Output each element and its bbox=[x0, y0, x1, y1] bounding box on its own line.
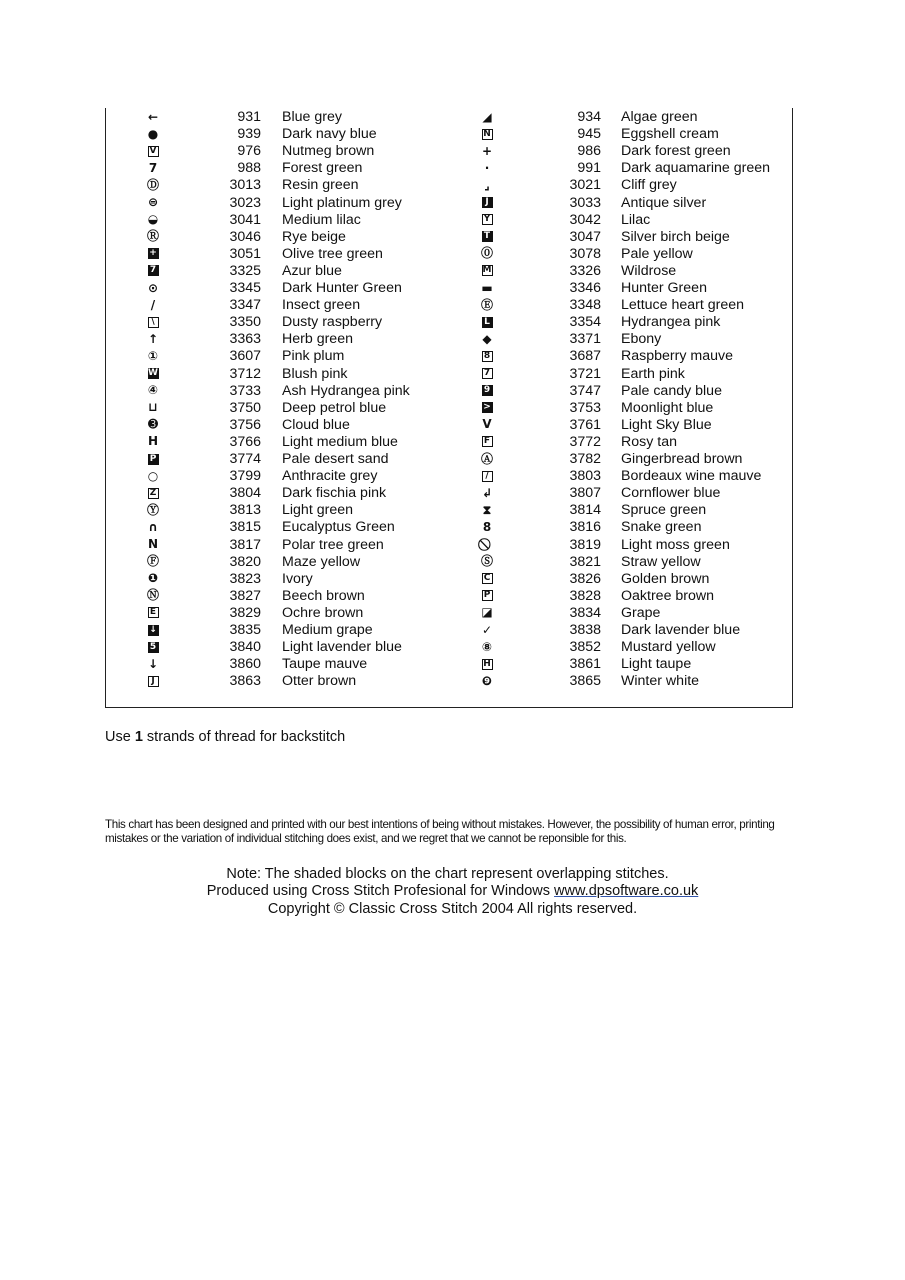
stitch-symbol-icon bbox=[144, 177, 162, 193]
stitch-symbol-glyph: 7 bbox=[148, 265, 159, 276]
thread-number: 3347 bbox=[229, 297, 261, 314]
stitch-symbol-glyph: ➌ bbox=[147, 417, 159, 432]
stitch-symbol-glyph: ⑧ bbox=[481, 639, 493, 654]
stitch-symbol-glyph: L bbox=[482, 317, 493, 328]
thread-color-name: Dark Hunter Green bbox=[282, 280, 402, 296]
backstitch-note bbox=[105, 729, 345, 745]
thread-color-name: Cornflower blue bbox=[621, 485, 721, 502]
stitch-symbol-icon bbox=[478, 622, 496, 638]
stitch-symbol-icon bbox=[144, 554, 162, 570]
shaded-blocks-note: Note: The shaded blocks on the chart represent overlapping stitches. bbox=[226, 866, 669, 882]
stitch-symbol-icon bbox=[144, 383, 162, 399]
thread-color-name: Nutmeg brown bbox=[282, 143, 375, 160]
thread-number: 3820 bbox=[229, 553, 261, 570]
stitch-symbol-glyph: ↓ bbox=[147, 656, 159, 671]
thread-color-name: Straw yellow bbox=[621, 553, 701, 570]
thread-color-name: Dark navy blue bbox=[282, 126, 377, 143]
stitch-symbol-icon bbox=[478, 297, 496, 313]
thread-color-name: Eucalyptus Green bbox=[282, 519, 395, 536]
stitch-symbol-icon bbox=[144, 537, 162, 553]
thread-number: 3840 bbox=[229, 639, 261, 656]
thread-color-name: Polar tree green bbox=[282, 536, 384, 553]
thread-color-name: Silver birch beige bbox=[621, 228, 730, 245]
stitch-symbol-icon bbox=[478, 109, 496, 125]
stitch-symbol-glyph: Ⓐ bbox=[480, 451, 493, 466]
stitch-symbol-icon bbox=[478, 195, 496, 211]
thread-color-name: Raspberry mauve bbox=[621, 348, 733, 365]
stitch-symbol-icon bbox=[478, 656, 496, 672]
thread-color-name: Pale yellow bbox=[621, 245, 693, 262]
thread-color-name: Dark aquamarine green bbox=[621, 160, 771, 177]
stitch-symbol-glyph: Ⓨ bbox=[146, 502, 159, 517]
stitch-symbol-glyph: N bbox=[147, 537, 159, 551]
thread-color-name: Pale candy blue bbox=[621, 382, 722, 399]
thread-number: 3852 bbox=[569, 639, 601, 656]
stitch-symbol-icon bbox=[478, 212, 496, 228]
stitch-symbol-glyph: P bbox=[148, 454, 159, 465]
stitch-symbol-icon bbox=[478, 639, 496, 655]
backstitch-suffix: strands of thread for backstitch bbox=[142, 729, 346, 745]
stitch-symbol-glyph: ⊜ bbox=[147, 195, 159, 209]
stitch-symbol-glyph: 7 bbox=[148, 160, 158, 175]
stitch-symbol-icon bbox=[144, 485, 162, 501]
stitch-symbol-icon bbox=[478, 263, 496, 279]
stitch-symbol-icon bbox=[144, 348, 162, 364]
thread-number: 931 bbox=[237, 109, 261, 125]
stitch-symbol-icon bbox=[144, 571, 162, 587]
stitch-symbol-glyph: 8 bbox=[482, 519, 492, 534]
stitch-symbol-glyph: Y bbox=[482, 214, 493, 225]
stitch-symbol-glyph: Z bbox=[148, 488, 159, 499]
stitch-symbol-icon bbox=[144, 656, 162, 672]
stitch-symbol-glyph: ▬ bbox=[481, 280, 493, 295]
thread-color-name: Rye beige bbox=[282, 228, 346, 245]
thread-color-name: Spruce green bbox=[621, 502, 707, 519]
stitch-symbol-icon bbox=[144, 126, 162, 142]
thread-color-name: Oaktree brown bbox=[621, 587, 715, 604]
stitch-symbol-icon bbox=[478, 673, 496, 689]
thread-color-name: Light lavender blue bbox=[282, 639, 402, 656]
stitch-symbol-icon bbox=[478, 519, 496, 535]
stitch-symbol-glyph: H bbox=[147, 434, 159, 449]
thread-color-name: Dark lavender blue bbox=[621, 622, 741, 638]
stitch-symbol-icon bbox=[478, 554, 496, 570]
thread-number: 3838 bbox=[569, 622, 601, 638]
thread-number: 3774 bbox=[229, 451, 261, 467]
thread-color-name: Antique silver bbox=[621, 194, 707, 211]
stitch-symbol-glyph: M bbox=[482, 265, 492, 276]
stitch-symbol-icon bbox=[478, 537, 496, 553]
thread-number: 3782 bbox=[569, 451, 601, 467]
stitch-symbol-glyph: V bbox=[482, 417, 492, 432]
stitch-symbol-glyph: N bbox=[483, 128, 491, 139]
thread-color-name: Moonlight blue bbox=[621, 399, 714, 416]
thread-color-name: Ash Hydrangea pink bbox=[282, 382, 410, 399]
stitch-symbol-icon bbox=[478, 177, 496, 193]
stitch-symbol-glyph: ◢ bbox=[482, 109, 492, 124]
thread-color-name: Algae green bbox=[621, 109, 698, 125]
stitch-symbol-icon bbox=[478, 280, 496, 296]
stitch-symbol-icon bbox=[478, 314, 496, 330]
thread-number: 3325 bbox=[229, 262, 261, 279]
stitch-symbol-glyph: ❾ bbox=[481, 673, 493, 688]
thread-number: 3371 bbox=[569, 331, 601, 348]
thread-number: 3747 bbox=[569, 382, 601, 399]
thread-number: 3756 bbox=[229, 416, 261, 433]
stitch-symbol-glyph: ◒ bbox=[147, 212, 159, 227]
stitch-symbol-icon bbox=[144, 314, 162, 330]
thread-number: 986 bbox=[577, 143, 601, 160]
thread-number: 3828 bbox=[569, 587, 601, 604]
stitch-symbol-icon bbox=[144, 622, 162, 638]
copyright-line: Copyright © Classic Cross Stitch 2004 All rights reserved. bbox=[267, 901, 638, 917]
stitch-symbol-icon bbox=[144, 143, 162, 159]
thread-number: 3863 bbox=[229, 673, 261, 690]
thread-color-name: Lettuce heart green bbox=[621, 297, 745, 314]
thread-color-name: Olive tree green bbox=[282, 245, 383, 262]
stitch-symbol-icon bbox=[144, 160, 162, 176]
stitch-symbol-glyph: ❶ bbox=[147, 571, 159, 586]
thread-color-name: Resin green bbox=[282, 177, 359, 194]
thread-number: 3687 bbox=[569, 348, 601, 365]
stitch-symbol-icon bbox=[144, 400, 162, 416]
thread-number: 3860 bbox=[229, 656, 261, 673]
produced-using-text: Produced using Cross Stitch Profesional for Windows bbox=[206, 883, 555, 899]
stitch-symbol-glyph: ⧗ bbox=[482, 502, 492, 517]
thread-number: 3023 bbox=[229, 194, 261, 211]
thread-number: 3013 bbox=[229, 177, 261, 194]
thread-number: 3051 bbox=[229, 245, 261, 262]
stitch-symbol-glyph: 5 bbox=[148, 642, 159, 653]
stitch-symbol-icon bbox=[478, 143, 496, 159]
stitch-symbol-glyph: C bbox=[482, 573, 493, 584]
stitch-symbol-glyph: ← bbox=[147, 109, 159, 124]
stitch-symbol-glyph: ✓ bbox=[481, 622, 493, 637]
stitch-symbol-glyph: 8 bbox=[482, 351, 493, 362]
stitch-symbol-icon bbox=[478, 468, 496, 484]
thread-number: 3815 bbox=[229, 519, 261, 536]
thread-color-name: Pink plum bbox=[282, 348, 345, 365]
thread-color-name: Dark fischia pink bbox=[282, 485, 387, 502]
thread-color-name: Mustard yellow bbox=[621, 639, 716, 656]
stitch-symbol-glyph: T bbox=[482, 231, 493, 242]
thread-number: 3823 bbox=[229, 570, 261, 587]
thread-number: 3326 bbox=[569, 262, 601, 279]
stitch-symbol-glyph: / bbox=[482, 471, 493, 482]
stitch-symbol-icon bbox=[144, 502, 162, 518]
thread-number: 3817 bbox=[229, 536, 261, 553]
stitch-symbol-glyph: ↑ bbox=[147, 331, 159, 346]
stitch-symbol-glyph: J bbox=[482, 197, 493, 208]
stitch-symbol-icon bbox=[144, 263, 162, 279]
thread-number: 3813 bbox=[229, 502, 261, 519]
thread-number: 3766 bbox=[229, 433, 261, 450]
stitch-symbol-glyph: ① bbox=[147, 348, 159, 363]
stitch-symbol-icon bbox=[144, 605, 162, 621]
stitch-symbol-glyph: J bbox=[148, 676, 159, 687]
stitch-symbol-glyph: ● bbox=[147, 126, 159, 141]
thread-color-name: Light medium blue bbox=[282, 433, 398, 450]
thread-color-name: Light taupe bbox=[621, 656, 692, 673]
stitch-symbol-glyph: Ⓝ bbox=[146, 588, 159, 603]
thread-number: 976 bbox=[237, 143, 261, 160]
thread-color-name: Light moss green bbox=[621, 536, 730, 553]
stitch-symbol-glyph: ⊔ bbox=[148, 400, 158, 415]
stitch-symbol-icon bbox=[478, 502, 496, 518]
thread-color-name: Herb green bbox=[282, 331, 353, 348]
thread-number: 3865 bbox=[569, 673, 601, 690]
stitch-symbol-icon bbox=[144, 331, 162, 347]
thread-number: 3807 bbox=[569, 485, 601, 502]
stitch-symbol-icon bbox=[144, 639, 162, 655]
website-link[interactable]: www.dpsoftware.co.uk bbox=[554, 883, 699, 899]
thread-number: 3607 bbox=[229, 348, 261, 365]
stitch-symbol-glyph: H bbox=[483, 658, 491, 669]
thread-number: 3829 bbox=[229, 604, 261, 621]
stitch-symbol-icon bbox=[478, 571, 496, 587]
thread-number: 3033 bbox=[569, 194, 601, 211]
stitch-symbol-glyph: ④ bbox=[147, 383, 159, 398]
thread-number: 3350 bbox=[229, 314, 261, 331]
stitch-symbol-glyph: 7 bbox=[482, 368, 493, 379]
stitch-symbol-glyph: E bbox=[148, 607, 159, 618]
stitch-symbol-glyph: Ⓢ bbox=[480, 554, 493, 569]
thread-color-name: Insect green bbox=[282, 297, 361, 314]
thread-number: 988 bbox=[237, 160, 261, 177]
thread-number: 3821 bbox=[569, 553, 601, 570]
stitch-symbol-glyph: ◪ bbox=[481, 605, 493, 620]
thread-number: 3047 bbox=[569, 228, 601, 245]
thread-color-name: Light Sky Blue bbox=[621, 416, 712, 433]
thread-number: 3804 bbox=[229, 485, 261, 502]
thread-color-name: Otter brown bbox=[282, 673, 357, 690]
stitch-symbol-glyph: + bbox=[481, 143, 493, 158]
stitch-symbol-glyph: + bbox=[149, 248, 157, 259]
stitch-symbol-glyph: ⓪ bbox=[480, 246, 493, 261]
stitch-symbol-glyph: \ bbox=[148, 317, 159, 328]
stitch-symbol-glyph: P bbox=[482, 590, 493, 601]
thread-color-name: Winter white bbox=[621, 673, 700, 690]
thread-number: 3733 bbox=[229, 382, 261, 399]
thread-color-name: Medium lilac bbox=[282, 211, 361, 228]
stitch-symbol-glyph: ↲ bbox=[481, 485, 493, 500]
stitch-symbol-glyph: / bbox=[150, 297, 156, 312]
thread-number: 3799 bbox=[229, 468, 261, 485]
thread-number: 3861 bbox=[569, 656, 601, 673]
thread-number: 3803 bbox=[569, 468, 601, 485]
thread-number: 3721 bbox=[569, 365, 601, 382]
stitch-symbol-icon bbox=[144, 366, 162, 382]
produced-using-line bbox=[0, 883, 905, 899]
stitch-symbol-icon bbox=[478, 588, 496, 604]
stitch-symbol-glyph: Ⓔ bbox=[480, 297, 493, 312]
thread-color-name: Blush pink bbox=[282, 365, 348, 382]
thread-color-name: Hydrangea pink bbox=[621, 314, 721, 331]
thread-number: 3750 bbox=[229, 399, 261, 416]
stitch-symbol-glyph: Ⓕ bbox=[146, 554, 159, 569]
thread-color-name: Lilac bbox=[621, 211, 651, 228]
thread-number: 991 bbox=[577, 160, 601, 177]
thread-color-name: Beech brown bbox=[282, 587, 365, 604]
stitch-symbol-icon bbox=[144, 212, 162, 228]
thread-number: 3819 bbox=[569, 536, 601, 553]
stitch-symbol-icon bbox=[478, 451, 496, 467]
thread-color-name: Light green bbox=[282, 502, 353, 519]
thread-number: 3761 bbox=[569, 416, 601, 433]
stitch-symbol-glyph: Ⓓ bbox=[146, 177, 159, 192]
stitch-symbol-icon bbox=[144, 451, 162, 467]
thread-number: 3835 bbox=[229, 622, 261, 638]
backstitch-prefix: Use bbox=[105, 729, 135, 745]
stitch-symbol-glyph: · bbox=[484, 160, 490, 175]
stitch-symbol-icon bbox=[144, 297, 162, 313]
stitch-symbol-glyph: W bbox=[148, 368, 158, 378]
thread-color-name: Snake green bbox=[621, 519, 702, 536]
stitch-symbol-icon bbox=[478, 229, 496, 245]
stitch-symbol-icon bbox=[144, 588, 162, 604]
thread-number: 3348 bbox=[569, 297, 601, 314]
thread-color-name: Taupe mauve bbox=[282, 656, 368, 673]
stitch-symbol-icon bbox=[478, 331, 496, 347]
thread-color-name: Wildrose bbox=[621, 262, 677, 279]
thread-key-table bbox=[105, 108, 793, 708]
thread-number: 3816 bbox=[569, 519, 601, 536]
thread-number: 3827 bbox=[229, 587, 261, 604]
stitch-symbol-icon bbox=[144, 195, 162, 211]
thread-number: 3834 bbox=[569, 604, 601, 621]
thread-color-name: Eggshell cream bbox=[621, 126, 719, 143]
thread-number: 945 bbox=[577, 126, 601, 143]
stitch-symbol-icon bbox=[478, 400, 496, 416]
stitch-symbol-icon bbox=[478, 348, 496, 364]
stitch-symbol-icon bbox=[144, 280, 162, 296]
stitch-symbol-icon bbox=[478, 383, 496, 399]
thread-color-name: Ochre brown bbox=[282, 604, 364, 621]
thread-color-name: Ivory bbox=[282, 570, 313, 587]
stitch-symbol-icon bbox=[478, 434, 496, 450]
thread-color-name: Cloud blue bbox=[282, 416, 350, 433]
thread-number: 3772 bbox=[569, 433, 601, 450]
thread-color-name: Forest green bbox=[282, 160, 363, 177]
thread-color-name: Cliff grey bbox=[621, 177, 677, 194]
stitch-symbol-icon bbox=[144, 519, 162, 535]
thread-color-name: Golden brown bbox=[621, 570, 710, 587]
thread-color-name: Blue grey bbox=[282, 109, 342, 125]
thread-number: 3046 bbox=[229, 228, 261, 245]
stitch-symbol-glyph: V bbox=[148, 146, 159, 157]
thread-number: 3346 bbox=[569, 280, 601, 296]
thread-number: 3021 bbox=[569, 177, 601, 194]
thread-color-name: Deep petrol blue bbox=[282, 399, 387, 416]
backstitch-strand-count: 1 bbox=[134, 729, 143, 745]
thread-number: 934 bbox=[577, 109, 601, 125]
stitch-symbol-glyph: ⊙ bbox=[147, 280, 159, 295]
thread-number: 3042 bbox=[569, 211, 601, 228]
stitch-symbol-glyph: ◆ bbox=[482, 331, 492, 346]
thread-number: 3363 bbox=[229, 331, 261, 348]
thread-number: 3041 bbox=[229, 211, 261, 228]
stitch-symbol-glyph: > bbox=[483, 402, 491, 413]
stitch-symbol-glyph: ∩ bbox=[148, 519, 158, 534]
thread-color-name: Maze yellow bbox=[282, 553, 361, 570]
stitch-symbol-icon bbox=[478, 485, 496, 501]
stitch-symbol-icon bbox=[478, 605, 496, 621]
thread-number: 3345 bbox=[229, 280, 261, 296]
thread-color-name: Bordeaux wine mauve bbox=[621, 468, 762, 485]
thread-color-name: Dark forest green bbox=[621, 143, 731, 160]
disclaimer-text: This chart has been designed and printed with our best intentions of being without mistakes. However, the possibility of human error, printing mistakes or the variation of individual stitching does exist, and we regret that we cannot be reponsible for this. bbox=[105, 818, 775, 845]
stitch-symbol-glyph: F bbox=[482, 436, 493, 447]
thread-color-name: Rosy tan bbox=[621, 433, 677, 450]
stitch-symbol-icon bbox=[478, 246, 496, 262]
thread-number: 3078 bbox=[569, 245, 601, 262]
thread-color-name: Anthracite grey bbox=[282, 468, 378, 485]
stitch-symbol-icon bbox=[478, 417, 496, 433]
thread-color-name: Hunter Green bbox=[621, 280, 707, 296]
thread-number: 3712 bbox=[229, 365, 261, 382]
stitch-symbol-icon bbox=[144, 417, 162, 433]
thread-color-name: Earth pink bbox=[621, 365, 685, 382]
thread-number: 3814 bbox=[569, 502, 601, 519]
stitch-symbol-icon bbox=[478, 126, 496, 142]
thread-color-name: Light platinum grey bbox=[282, 194, 402, 211]
stitch-symbol-icon bbox=[478, 366, 496, 382]
stitch-symbol-icon bbox=[144, 229, 162, 245]
thread-color-name: Dusty raspberry bbox=[282, 314, 383, 331]
stitch-symbol-icon bbox=[478, 160, 496, 176]
stitch-symbol-icon bbox=[144, 468, 162, 484]
thread-color-name: Gingerbread brown bbox=[621, 451, 743, 467]
stitch-symbol-icon bbox=[144, 673, 162, 689]
stitch-symbol-icon bbox=[144, 434, 162, 450]
stitch-symbol-icon bbox=[144, 246, 162, 262]
thread-color-name: Grape bbox=[621, 604, 661, 621]
thread-color-name: Medium grape bbox=[282, 622, 373, 638]
stitch-symbol-glyph: 9 bbox=[482, 385, 493, 396]
stitch-symbol-glyph: Ⓡ bbox=[146, 229, 159, 244]
thread-color-name: Pale desert sand bbox=[282, 451, 389, 467]
thread-number: 3753 bbox=[569, 399, 601, 416]
thread-color-name: Ebony bbox=[621, 331, 662, 348]
stitch-symbol-glyph: ○ bbox=[147, 468, 159, 483]
thread-number: 939 bbox=[237, 126, 261, 143]
stitch-symbol-glyph: ⌟ bbox=[484, 177, 490, 192]
thread-color-name: Azur blue bbox=[282, 262, 342, 279]
thread-number: 3354 bbox=[569, 314, 601, 331]
thread-number: 3826 bbox=[569, 570, 601, 587]
stitch-symbol-glyph: ↓ bbox=[149, 624, 157, 635]
stitch-symbol-icon bbox=[144, 109, 162, 125]
